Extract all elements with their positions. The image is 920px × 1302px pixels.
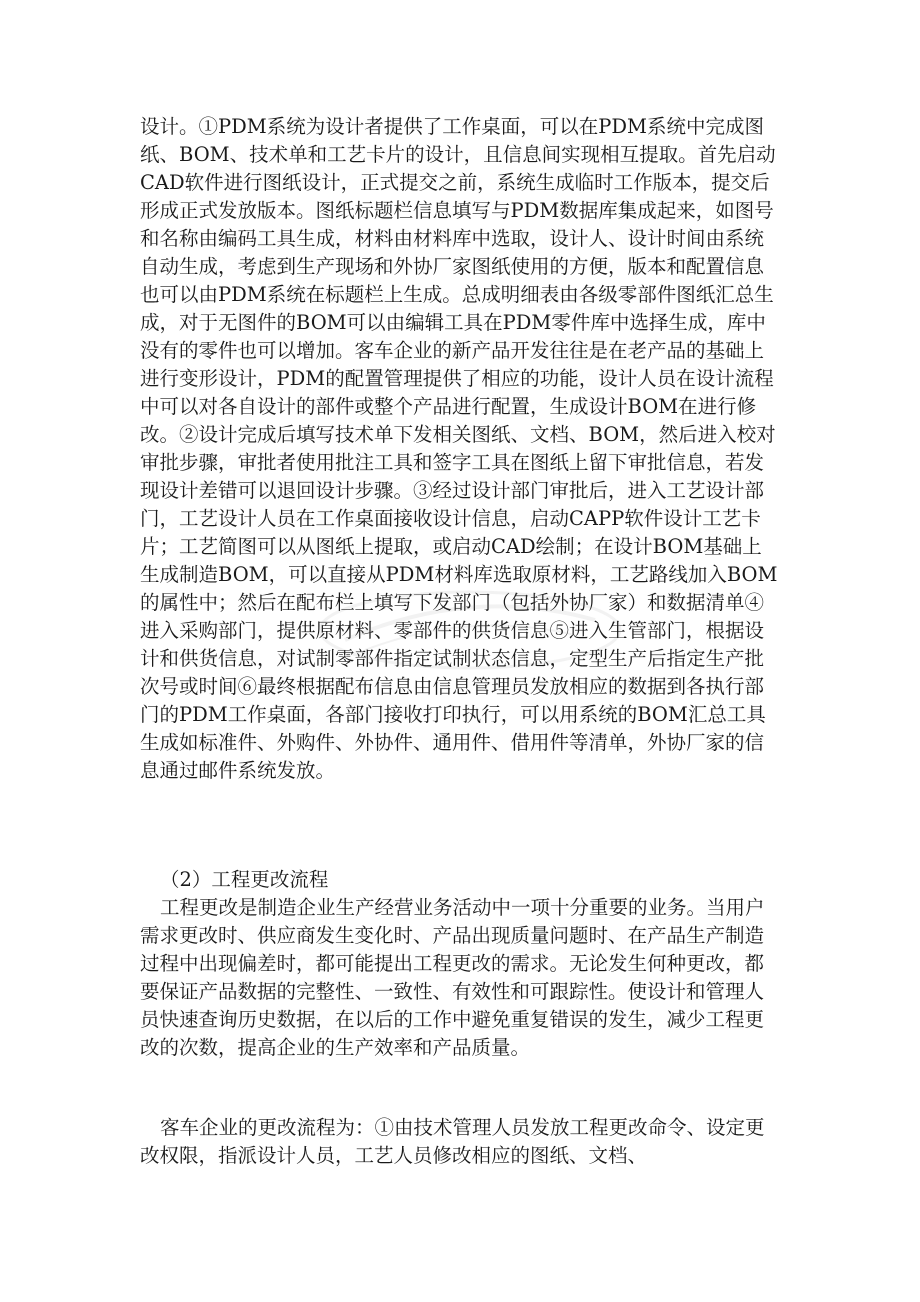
body-paragraph-change-process: 客车企业的更改流程为：①由技术管理人员发放工程更改命令、设定更改权限，指派设计人员，工艺人员修改相应的图纸、文档、 (140, 1116, 765, 1167)
body-paragraph-engineering-change: 工程更改是制造企业生产经营业务活动中一项十分重要的业务。当用户需求更改时、供应商发生变化时、产品出现质量问题时、在产品生产制造过程中出现偏差时，都可能提出工程更改的需求。无论发生何种更改，都要保证产品数据的完整性、一致性、有效性和可跟踪性。使设计和管理人员快速查询历史数据，在以后的工作中避免重复错误的发生，减少工程更改的次数，提高企业的生产效率和产品质量。 (140, 896, 765, 1059)
section-heading-engineering-change: （2）工程更改流程 (160, 868, 329, 891)
body-paragraph-design-process: 设计。①PDM系统为设计者提供了工作桌面，可以在PDM系统中完成图纸、BOM、技术单和工艺卡片的设计，且信息间实现相互提取。首先启动CAD软件进行图纸设计，正式提交之前，系统生成临时工作版本，提交后形成正式发放版本。图纸标题栏信息填写与PDM数据库集成起来，如图号和名称由编码工具生成，材料由材料库中选取，设计人、设计时间由系统自动生成，考虑到生产现场和外协厂家图纸使用的方便，版本和配置信息也可以由PDM系统在标题栏上生成。总成明细表由各级零部件图纸汇总生成，对于无图件的BOM可以由编辑工具在PDM零件库中选择生成，库中没有的零件也可以增加。客车企业的新产品开发往往是在老产品的基础上进行变形设计，PDM的配置管理提供了相应的功能，设计人员在设计流程中可以对各自设计的部件或整个产品进行配置，生成设计BOM在进行修改。②设计完成后填写技术单下发相关图纸、文档、BOM，然后进入校对审批步骤，审批者使用批注工具和签字工具在图纸上留下审批信息，若发现设计差错可以退回设计步骤。③经过设计部门审批后，进入工艺设计部门，工艺设计人员在工作桌面接收设计信息，启动CAPP软件设计工艺卡片；工艺简图可以从图纸上提取，或启动CAD绘制；在设计BOM基础上生成制造BOM，可以直接从PDM材料库选取原材料，工艺路线加入BOM的属性中；然后在配布栏上填写下发部门（包括外协厂家）和数据清单④进入采购部门，提供原材料、零部件的供货信息⑤进入生管部门，根据设计和供货信息，对试制零部件指定试制状态信息，定型生产后指定生产批次号或时间⑥最终根据配布信息由信息管理员发放相应的数据到各执行部门的PDM工作桌面，各部门接收打印执行，可以用系统的BOM汇总工具生成如标准件、外购件、外协件、通用件、借用件等清单，外协厂家的信息通过邮件系统发放。 (140, 115, 778, 782)
